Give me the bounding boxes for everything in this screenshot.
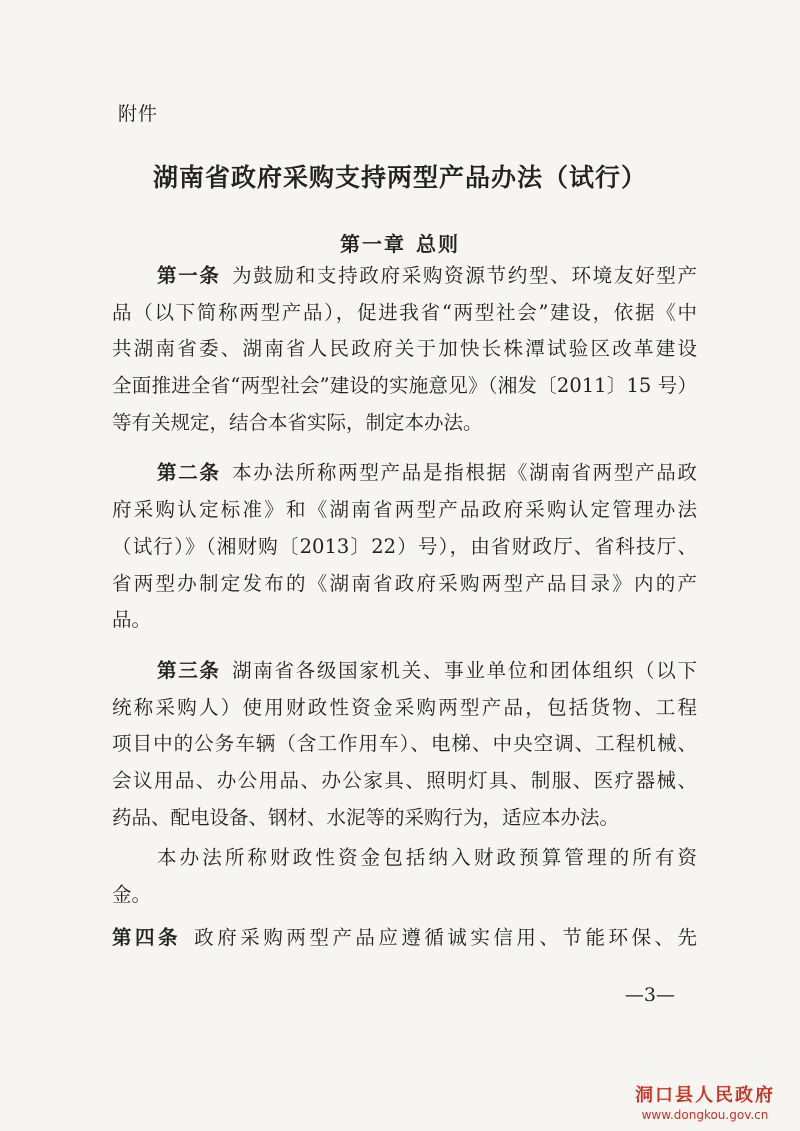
chapter-heading bbox=[0, 228, 800, 257]
article-1-heading: 第一条 bbox=[157, 264, 221, 287]
article-4-heading: 第四条 bbox=[112, 925, 182, 949]
article-2-line-4: 省两型办制定发布的《湖南省政府采购两型产品目录》内的产 bbox=[112, 571, 697, 595]
article-1-text: 为鼓励和支持政府采购资源节约型、环境友好型产 bbox=[230, 264, 697, 287]
article-1-line-5: 等有关规定，结合本省实际，制定本办法。 bbox=[112, 410, 483, 434]
article-2-line-3: （试行）》（湘财购〔2013〕22）号），由省财政厅、省科技厅、 bbox=[112, 534, 697, 558]
article-2-heading: 第二条 bbox=[157, 461, 221, 485]
article-3-heading: 第三条 bbox=[157, 658, 221, 682]
article-3-extra-line-2: 金。 bbox=[112, 883, 152, 906]
annex-label: 附件 bbox=[118, 103, 159, 125]
article-3-text: 湖南省各级国家机关、事业单位和团体组织（以下 bbox=[230, 658, 697, 682]
article-3-line-1 bbox=[112, 653, 697, 690]
article-3-line-5: 药品、配电设备、钢材、水泥等的采购行为，适应本办法。 bbox=[112, 805, 620, 829]
article-1-line-1 bbox=[112, 258, 697, 295]
page-number: —3— bbox=[624, 984, 675, 1006]
article-2-text: 本办法所称两型产品是指根据《湖南省两型产品政 bbox=[230, 461, 697, 485]
watermark-name: 洞口县人民政府 bbox=[635, 1085, 775, 1106]
chapter-number: 第一章 bbox=[340, 232, 406, 256]
article-3-line-3: 项目中的公务车辆（含工作用车）、电梯、中央空调、工程机械、 bbox=[112, 732, 697, 756]
watermark-url: www.dongkou.gov.cn bbox=[641, 1108, 769, 1122]
watermark bbox=[610, 1085, 800, 1131]
article-1-line-3: 共湖南省委、湖南省人民政府关于加快长株潭试验区改革建设 bbox=[112, 337, 697, 361]
article-2-line-5: 品。 bbox=[112, 608, 152, 632]
article-3-line-2: 统称采购人）使用财政性资金采购两型产品，包括货物、工程 bbox=[112, 695, 697, 719]
document-body bbox=[112, 258, 697, 956]
article-1-line-2: 品（以下简称两型产品），促进我省“两型社会”建设，依据《中 bbox=[112, 300, 697, 324]
document-title: 湖南省政府采购支持两型产品办法（试行） bbox=[152, 163, 647, 192]
article-2-line-1 bbox=[112, 455, 697, 492]
article-3-line-4: 会议用品、办公用品、办公家具、照明灯具、制服、医疗器械、 bbox=[112, 768, 697, 792]
article-2-line-2: 府采购认定标准》和《湖南省两型产品政府采购认定管理办法 bbox=[112, 498, 697, 522]
article-1-line-4: 全面推进全省“两型社会”建设的实施意见》（湘发〔2011〕15 号） bbox=[112, 374, 697, 398]
article-4-text: 政府采购两型产品应遵循诚实信用、节能环保、先 bbox=[190, 925, 697, 949]
article-3-extra-line-1: 本办法所称财政性资金包括纳入财政预算管理的所有资 bbox=[157, 846, 697, 870]
article-4-line-1 bbox=[112, 920, 697, 957]
chapter-name: 总则 bbox=[416, 232, 460, 256]
